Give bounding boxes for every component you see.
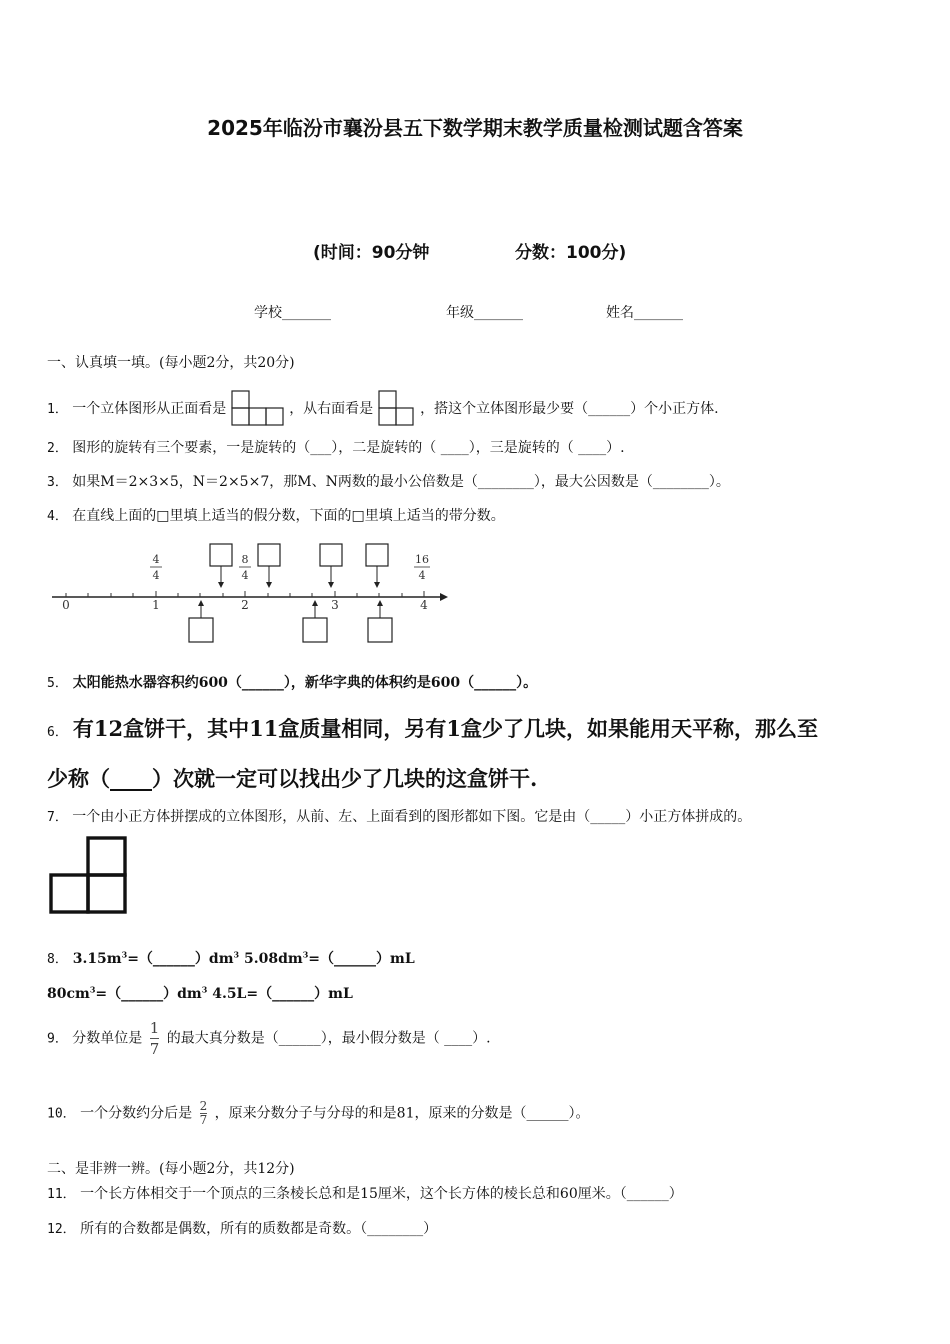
up-arrow-icon bbox=[377, 600, 383, 606]
tick-label-4: 4 bbox=[420, 598, 428, 612]
fraction bbox=[200, 1100, 208, 1127]
question-3 bbox=[47, 471, 730, 491]
down-arrow-icon bbox=[374, 582, 380, 588]
grade-field: 年级_______ bbox=[446, 305, 523, 321]
unit-conversion: 5.08dm bbox=[239, 951, 303, 967]
fraction-numerator: 1 bbox=[149, 1019, 160, 1037]
question-text: 图形的旋转有三个要素，一是旋转的（___），二是旋转的（ ____），三是旋转的（ ____）. bbox=[72, 440, 625, 456]
unit-conversion: 80cm bbox=[47, 986, 90, 1002]
school-field: 学校_______ bbox=[254, 305, 331, 321]
question-number: 6． bbox=[47, 725, 68, 740]
fraction-denominator: 4 bbox=[152, 569, 160, 582]
answer-box-above bbox=[258, 544, 280, 566]
question-6-continued: 少称（____）次就一定可以找出少了几块的这盒饼干. bbox=[47, 766, 538, 791]
question-7 bbox=[47, 806, 751, 826]
question-number: 5． bbox=[47, 676, 68, 691]
question-text: 分数单位是 bbox=[72, 1030, 143, 1047]
question-number: 2． bbox=[47, 441, 68, 456]
question-number: 8． bbox=[47, 952, 68, 967]
question-number: 11． bbox=[47, 1187, 76, 1202]
fraction-numerator: 8 bbox=[241, 553, 249, 566]
question-text: 一个由小正方体拼摆成的立体图形，从前、左、上面看到的图形都如下图。它是由（_____）小正方体拼成的。 bbox=[72, 809, 752, 825]
question-number: 3． bbox=[47, 475, 68, 490]
tick-label-1: 1 bbox=[152, 598, 160, 612]
name-field: 姓名_______ bbox=[606, 305, 683, 321]
question-11 bbox=[47, 1183, 683, 1203]
question-6 bbox=[47, 713, 818, 743]
tick-label-0: 0 bbox=[62, 598, 70, 612]
unit-conversion: 4.5L=（______）mL bbox=[207, 986, 353, 1002]
question-text: ，从右面看是 bbox=[289, 401, 374, 417]
unit-conversion: =（______）dm bbox=[127, 951, 234, 967]
cubic-exponent: 3 bbox=[233, 949, 240, 960]
axis-arrow-icon bbox=[440, 593, 448, 601]
answer-box-below bbox=[189, 618, 213, 642]
answer-box-above bbox=[320, 544, 342, 566]
fraction-denominator: 4 bbox=[418, 569, 426, 582]
question-1 bbox=[47, 390, 719, 428]
question-number: 10． bbox=[47, 1106, 76, 1122]
question-number: 1． bbox=[47, 402, 68, 417]
up-arrow-icon bbox=[198, 600, 204, 606]
tick-label-3: 3 bbox=[331, 598, 339, 612]
total-score: 分数：100分) bbox=[515, 243, 627, 263]
section-2-heading: 二、是非辨一辨。(每小题2分，共12分) bbox=[47, 1161, 295, 1177]
question-text: ，原来分数分子与分母的和是81，原来的分数是（______）。 bbox=[214, 1105, 590, 1122]
question-text: ，搭这个立体图形最少要（______）个小正方体. bbox=[420, 401, 719, 417]
tick-label-2: 2 bbox=[241, 598, 249, 612]
question-number: 9． bbox=[47, 1031, 68, 1047]
question-text: 一个分数约分后是 bbox=[80, 1105, 193, 1122]
up-arrow-icon bbox=[312, 600, 318, 606]
question-number: 4． bbox=[47, 509, 68, 524]
question-text: 一个长方体相交于一个顶点的三条棱长总和是15厘米，这个长方体的棱长总和60厘米。（______） bbox=[80, 1186, 683, 1202]
page-title: 2025年临汾市襄汾县五下数学期末教学质量检测试题含答案 bbox=[207, 116, 743, 140]
question-text: 有12盒饼干，其中11盒质量相同，另有1盒少了几块，如果能用天平称，那么至 bbox=[72, 716, 818, 741]
front-view-icon bbox=[231, 390, 285, 428]
answer-box-above bbox=[366, 544, 388, 566]
unit-conversion: =（______）dm bbox=[95, 986, 202, 1002]
question-2 bbox=[47, 437, 625, 457]
down-arrow-icon bbox=[218, 582, 224, 588]
question-9 bbox=[47, 1018, 491, 1059]
three-view-shape-diagram bbox=[48, 836, 130, 916]
question-number: 7． bbox=[47, 810, 68, 825]
question-5 bbox=[47, 672, 537, 692]
answer-box-above bbox=[210, 544, 232, 566]
fraction-denominator: 4 bbox=[241, 569, 249, 582]
question-text: 如果M＝2×3×5，N＝2×5×7，那M、N两数的最小公倍数是（________），最大公因数是（________）。 bbox=[72, 474, 730, 490]
cubic-exponent: 3 bbox=[201, 984, 208, 995]
fraction-numerator: 16 bbox=[415, 553, 429, 566]
question-4 bbox=[47, 505, 505, 525]
question-text: 的最大真分数是（______），最小假分数是（ ____）. bbox=[166, 1030, 491, 1047]
question-12 bbox=[47, 1218, 437, 1238]
fraction-numerator: 4 bbox=[152, 553, 160, 566]
answer-box-below bbox=[368, 618, 392, 642]
question-8-line-2 bbox=[47, 983, 353, 1003]
cubic-exponent: 3 bbox=[121, 949, 128, 960]
unit-conversion: 3.15m bbox=[72, 951, 122, 967]
unit-conversion: =（______）mL bbox=[308, 951, 415, 967]
fraction-denominator: 7 bbox=[199, 1113, 208, 1127]
cubic-exponent: 3 bbox=[89, 984, 96, 995]
down-arrow-icon bbox=[328, 582, 334, 588]
question-text: 所有的合数都是偶数，所有的质数都是奇数。（________） bbox=[80, 1221, 438, 1237]
fraction bbox=[150, 1018, 160, 1059]
fraction-numerator: 2 bbox=[199, 1099, 208, 1113]
fraction-denominator: 7 bbox=[149, 1040, 160, 1058]
number-line-diagram bbox=[48, 540, 458, 648]
question-text: 在直线上面的□里填上适当的假分数，下面的□里填上适当的带分数。 bbox=[72, 508, 505, 524]
question-8 bbox=[47, 948, 415, 968]
down-arrow-icon bbox=[266, 582, 272, 588]
right-view-icon bbox=[378, 390, 416, 428]
time-limit: (时间：90分钟 bbox=[313, 243, 430, 263]
answer-box-below bbox=[303, 618, 327, 642]
question-text: 一个立体图形从正面看是 bbox=[72, 401, 227, 417]
section-1-heading: 一、认真填一填。(每小题2分，共20分) bbox=[47, 355, 295, 371]
question-10 bbox=[47, 1100, 589, 1127]
question-number: 12． bbox=[47, 1222, 76, 1237]
question-text: 太阳能热水器容积约600（______），新华字典的体积约是600（______）。 bbox=[72, 675, 538, 691]
cubic-exponent: 3 bbox=[302, 949, 309, 960]
